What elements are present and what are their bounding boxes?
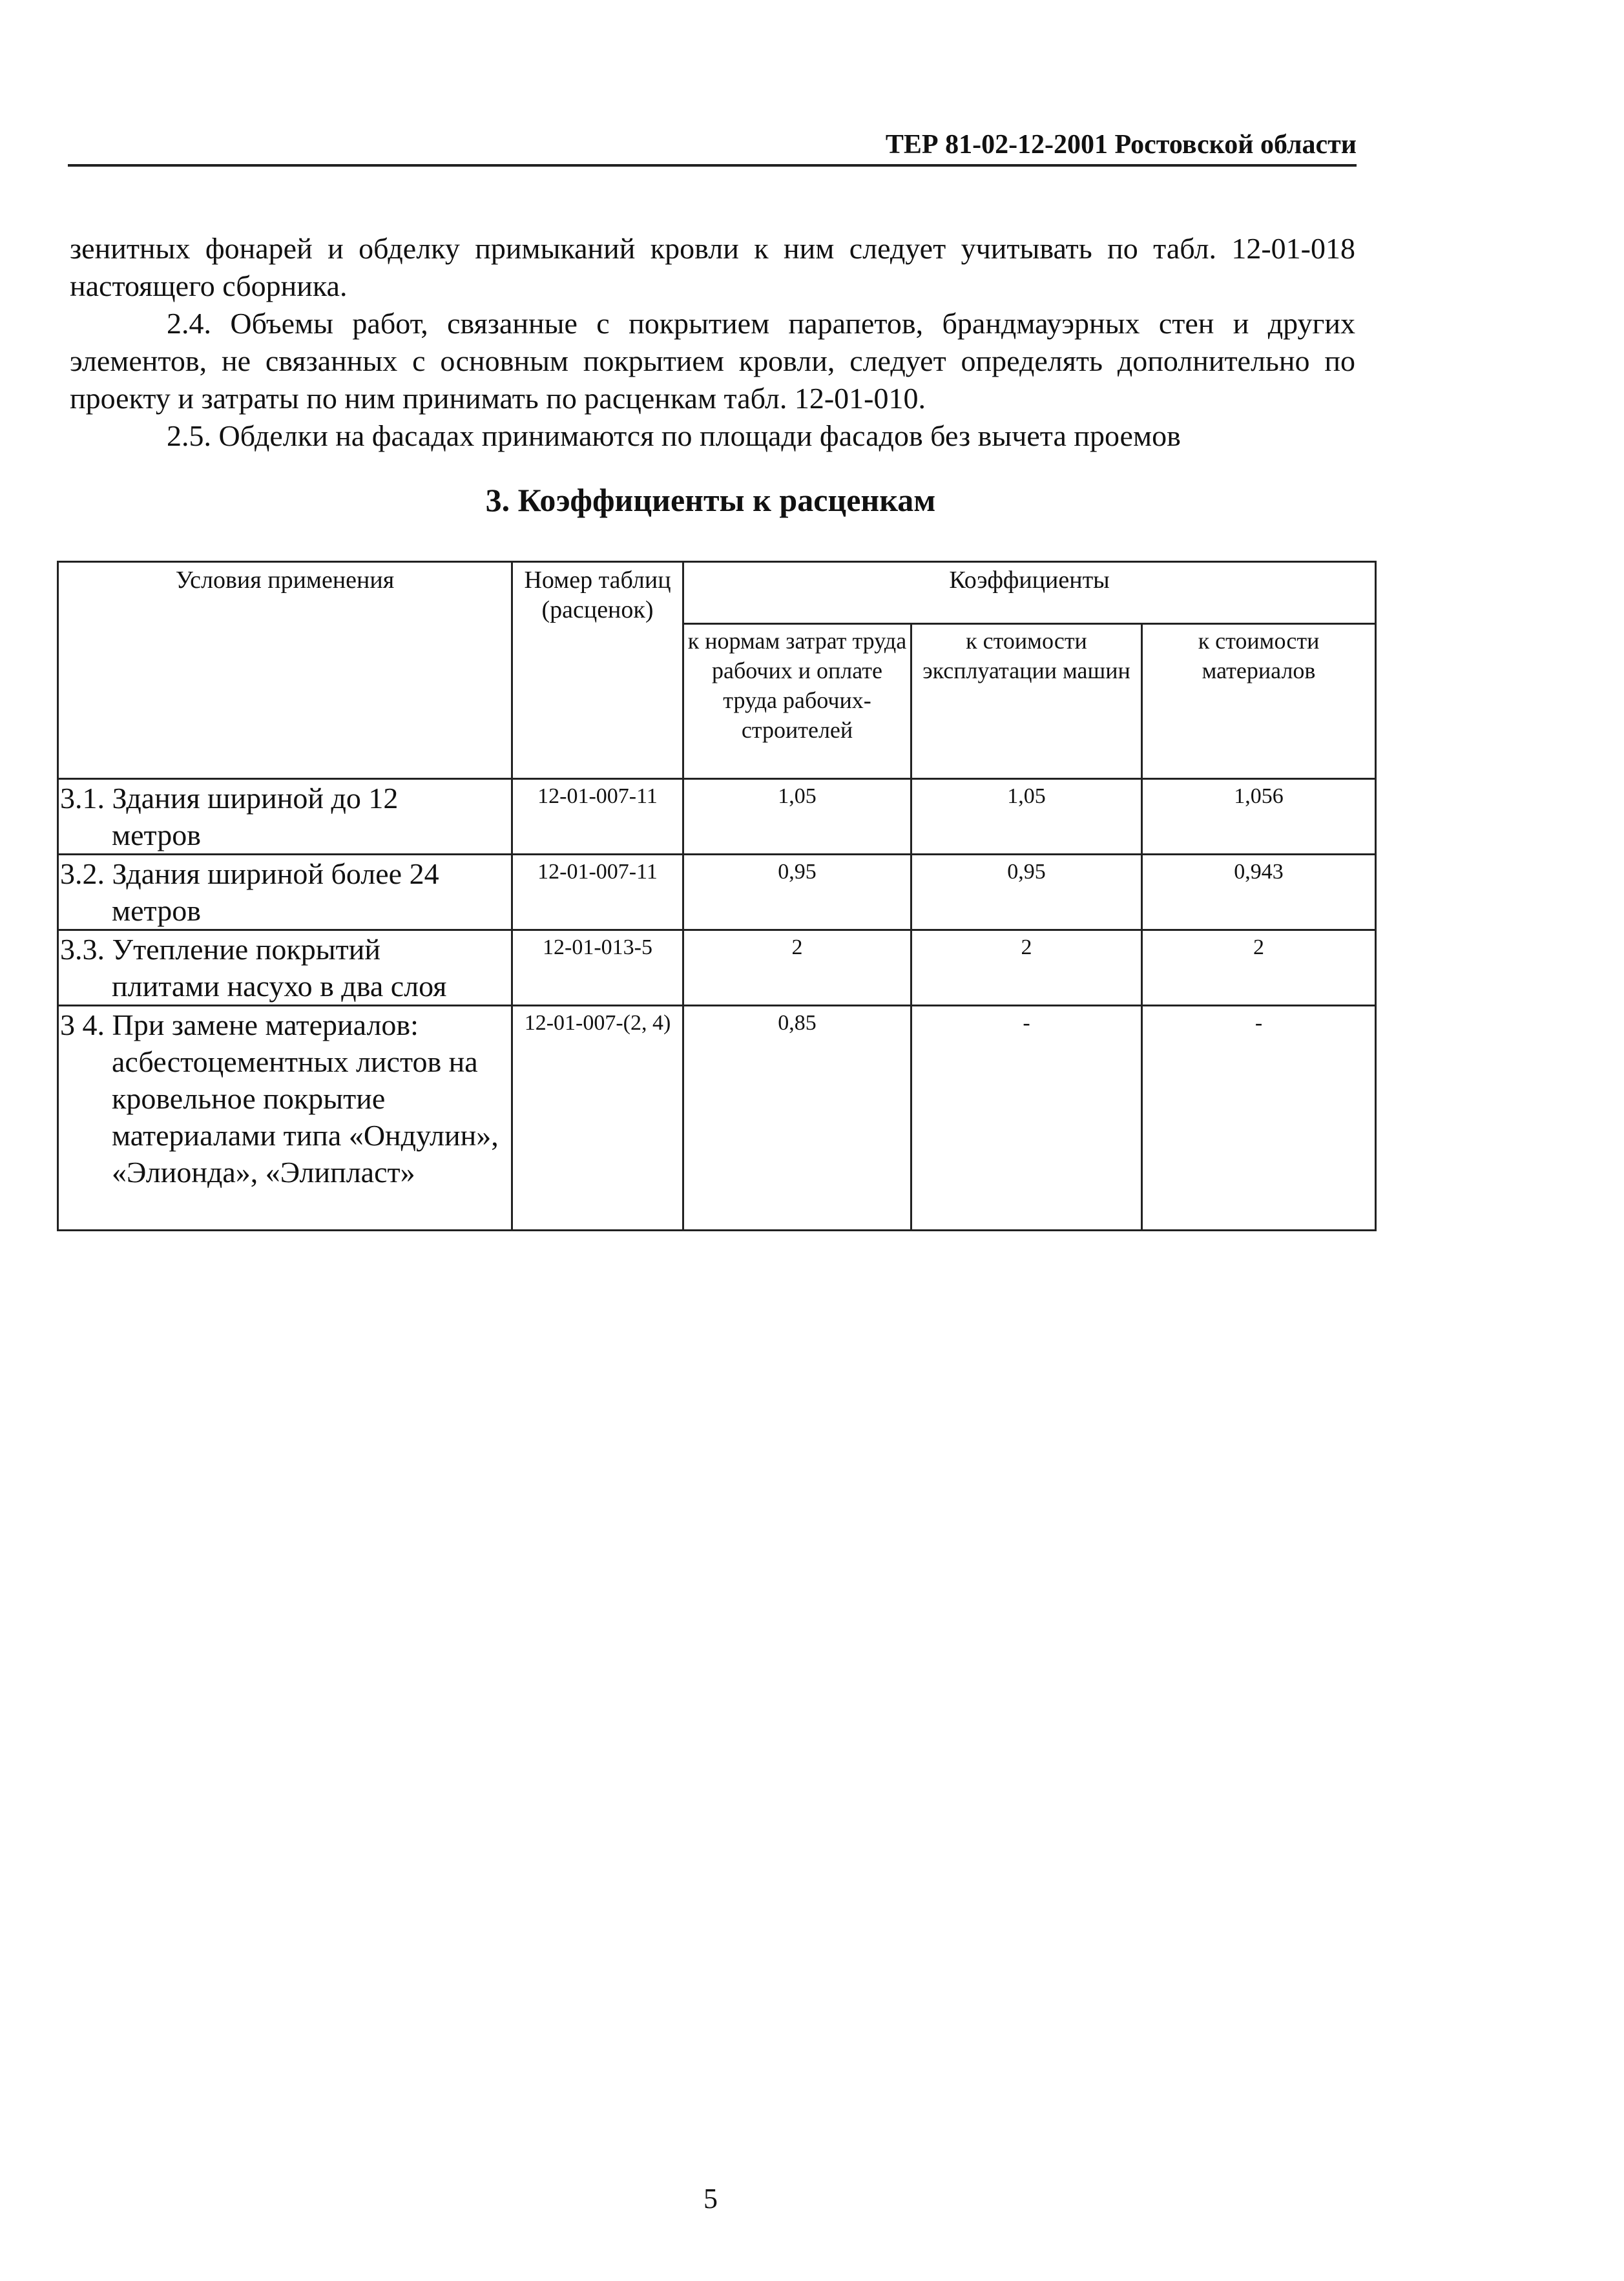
coefficients-table xyxy=(57,561,1377,1231)
table-row xyxy=(58,930,1376,1006)
condition-line-2: асбестоцементных листов на кровельное покрытие материалами типа «Ондулин», «Элионда», «Элипласт» xyxy=(112,1045,499,1189)
table-row xyxy=(58,1006,1376,1231)
row-materials: 2 xyxy=(1142,930,1376,1006)
header-conditions: Условия применения xyxy=(58,562,512,779)
header-table-number: Номер таблиц (расценок) xyxy=(512,562,683,779)
row-machines: 1,05 xyxy=(911,779,1142,855)
row-materials: - xyxy=(1142,1006,1376,1231)
row-table-number: 12-01-007-(2, 4) xyxy=(512,1006,683,1231)
condition-line-2: метров xyxy=(112,818,201,851)
row-labor: 0,85 xyxy=(683,1006,911,1231)
row-machines: 2 xyxy=(911,930,1142,1006)
section-title: 3. Коэффициенты к расценкам xyxy=(485,482,936,518)
row-machines: 0,95 xyxy=(911,855,1142,930)
row-materials: 0,943 xyxy=(1142,855,1376,930)
row-labor: 0,95 xyxy=(683,855,911,930)
row-condition xyxy=(58,1006,512,1231)
table-row xyxy=(58,855,1376,930)
row-materials: 1,056 xyxy=(1142,779,1376,855)
row-machines: - xyxy=(911,1006,1142,1231)
row-table-number: 12-01-007-11 xyxy=(512,855,683,930)
paragraph-continuation: зенитных фонарей и обделку примыканий кровли к ним следует учитывать по табл. 12-01-018 настоящего сборника. xyxy=(70,232,1355,302)
condition-line-1: 3.2. Здания шириной более 24 xyxy=(60,857,439,890)
condition-line-2: метров xyxy=(112,894,201,927)
page-header xyxy=(68,128,1357,167)
paragraph-2-4: 2.4. Объемы работ, связанные с покрытием парапетов, брандмауэрных стен и других элементов, не связанных с основным покрытием кровли, следует определять дополнительно по проекту и затраты по ним принимать по расценкам табл. 12-01-010. xyxy=(70,307,1355,415)
header-machines: к стоимости эксплуатации машин xyxy=(911,624,1142,779)
header-materials: к стоимости материалов xyxy=(1142,624,1376,779)
row-labor: 2 xyxy=(683,930,911,1006)
row-table-number: 12-01-013-5 xyxy=(512,930,683,1006)
row-condition xyxy=(58,855,512,930)
table-row xyxy=(58,779,1376,855)
row-table-number: 12-01-007-11 xyxy=(512,779,683,855)
condition-line-1: 3 4. При замене материалов: xyxy=(60,1008,419,1041)
header-coefficients: Коэффициенты xyxy=(683,562,1376,624)
header-labor: к нормам затрат труда рабочих и оплате труда рабочих-строителей xyxy=(683,624,911,779)
row-condition xyxy=(58,930,512,1006)
condition-line-2: плитами насухо в два слоя xyxy=(112,970,447,1003)
row-condition xyxy=(58,779,512,855)
document-title: ТЕР 81-02-12-2001 Ростовской области xyxy=(885,130,1357,160)
row-labor: 1,05 xyxy=(683,779,911,855)
condition-line-1: 3.1. Здания шириной до 12 xyxy=(60,782,399,815)
condition-line-1: 3.3. Утепление покрытий xyxy=(60,933,380,966)
paragraph-2-5: 2.5. Обделки на фасадах принимаются по площади фасадов без вычета проемов xyxy=(167,419,1181,452)
page-number: 5 xyxy=(703,2183,718,2214)
